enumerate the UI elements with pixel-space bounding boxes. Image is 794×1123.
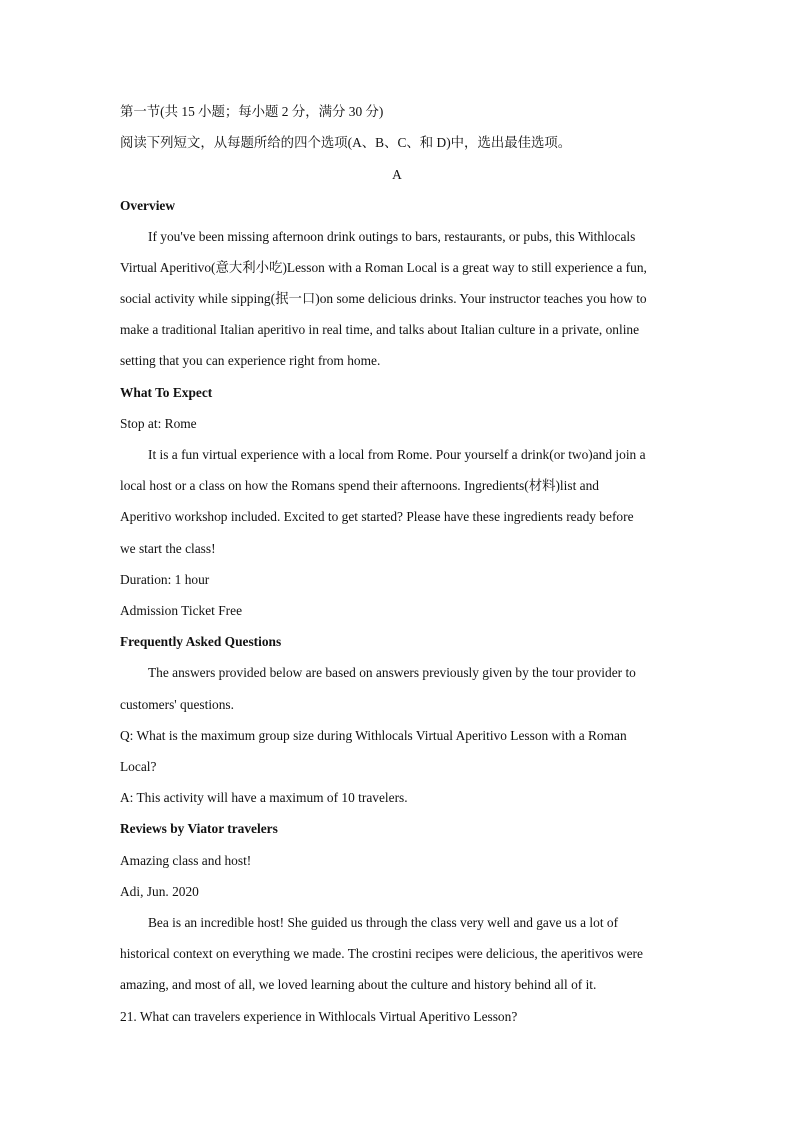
section-heading: 第一节(共 15 小题；每小题 2 分，满分 30 分) xyxy=(120,104,384,119)
overview-line: setting that you can experience right from home. xyxy=(120,353,381,368)
passage-label: A xyxy=(392,167,402,182)
admission: Admission Ticket Free xyxy=(120,603,243,618)
expect-line: Aperitivo workshop included. Excited to get started? Please have these ingredients ready before xyxy=(120,509,634,524)
section-instruction: 阅读下列短文，从每题所给的四个选项(A、B、C、和 D)中，选出最佳选项。 xyxy=(120,135,572,150)
expect-line: local host or a class on how the Romans spend their afternoons. Ingredients(材料)list and xyxy=(120,478,599,493)
review-line: historical context on everything we made. The crostini recipes were delicious, the aperitivos were xyxy=(120,946,643,961)
expect-line: we start the class! xyxy=(120,541,216,556)
question-21: 21. What can travelers experience in Withlocals Virtual Aperitivo Lesson? xyxy=(120,1009,518,1024)
overview-line: Virtual Aperitivo(意大利小吃)Lesson with a Roman Local is a great way to still experience a fun, xyxy=(120,260,647,275)
expect-title: What To Expect xyxy=(120,385,213,400)
faq-answer: A: This activity will have a maximum of 10 travelers. xyxy=(120,790,408,805)
overview-line: make a traditional Italian aperitivo in real time, and talks about Italian culture in a private, online xyxy=(120,322,640,337)
faq-question-line: Q: What is the maximum group size during Withlocals Virtual Aperitivo Lesson with a Roman xyxy=(120,728,627,743)
reviews-title: Reviews by Viator travelers xyxy=(120,821,278,836)
review-author-date: Adi, Jun. 2020 xyxy=(120,884,199,899)
faq-question-line: Local? xyxy=(120,759,157,774)
faq-intro-line: customers' questions. xyxy=(120,697,234,712)
expect-line: It is a fun virtual experience with a local from Rome. Pour yourself a drink(or two)and join a xyxy=(148,447,646,462)
stop-at: Stop at: Rome xyxy=(120,416,197,431)
duration: Duration: 1 hour xyxy=(120,572,210,587)
review-line: Bea is an incredible host! She guided us through the class very well and gave us a lot of xyxy=(148,915,619,930)
overview-line: social activity while sipping(抿一口)on some delicious drinks. Your instructor teaches you how to xyxy=(120,291,647,306)
overview-title: Overview xyxy=(120,198,176,213)
review-title: Amazing class and host! xyxy=(120,853,252,868)
review-line: amazing, and most of all, we loved learning about the culture and history behind all of it. xyxy=(120,977,597,992)
faq-title: Frequently Asked Questions xyxy=(120,634,282,649)
overview-line: If you've been missing afternoon drink outings to bars, restaurants, or pubs, this Withlocals xyxy=(148,229,636,244)
faq-intro-line: The answers provided below are based on answers previously given by the tour provider to xyxy=(148,665,636,680)
